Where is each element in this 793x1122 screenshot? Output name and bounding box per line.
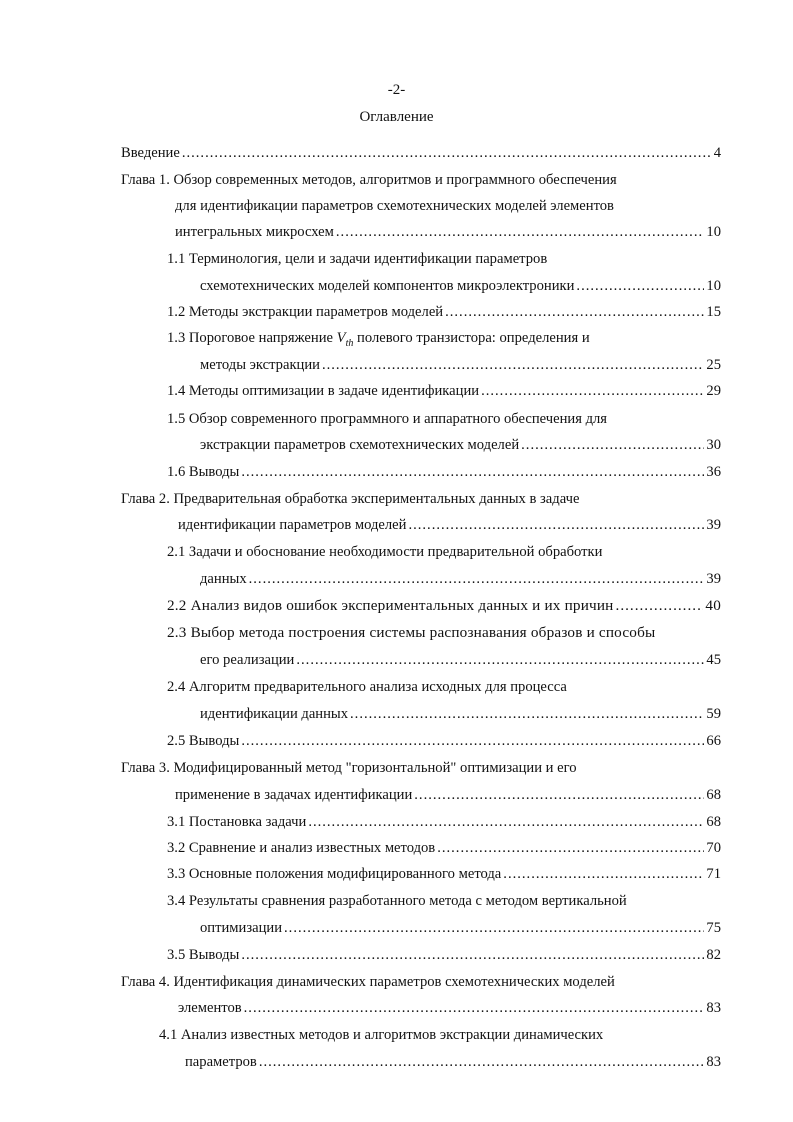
- toc-section-3-2[interactable]: 3.2 Сравнение и анализ известных методов ..... 70: [167, 838, 721, 858]
- toc-chapter-1-title[interactable]: Глава 1. Обзор современных методов, алгоритмов и программного обеспечения: [121, 172, 617, 188]
- toc-section-1-3[interactable]: 1.3 Пороговое напряжение $V_{th}$ полевого транзистора: определения и: [167, 330, 590, 349]
- toc-section-3-4-entry[interactable]: оптимизации ..... 75: [200, 918, 721, 938]
- toc-chapter-2-title[interactable]: Глава 2. Предварительная обработка экспериментальных данных в задаче: [121, 491, 580, 507]
- toc-section-1-5-entry[interactable]: экстракции параметров схемотехнических моделей ..... 30: [200, 435, 721, 455]
- toc-section-1-3-entry[interactable]: методы экстракции ..... 25: [200, 355, 721, 375]
- toc-section-1-2[interactable]: 1.2 Методы экстракции параметров моделей ..... 15: [167, 302, 721, 322]
- toc-section-2-5[interactable]: 2.5 Выводы ..... 66: [167, 731, 721, 751]
- toc-page-number: 40: [705, 597, 721, 614]
- vth-symbol: $V_{th}$: [336, 330, 354, 349]
- toc-section-2-3[interactable]: 2.3 Выбор метода построения системы распознавания образов и способы: [167, 624, 656, 641]
- page-number: -2-: [387, 82, 406, 98]
- toc-page-number: 75: [706, 920, 721, 936]
- toc-section-1-1-entry[interactable]: схемотехнических моделей компонентов микроэлектроники ..... 10: [200, 276, 721, 296]
- toc-section-1-6[interactable]: 1.6 Выводы ..... 36: [167, 462, 721, 482]
- toc-section-2-1[interactable]: 2.1 Задачи и обоснование необходимости предварительной обработки: [167, 544, 603, 560]
- toc-page-number: 71: [706, 866, 721, 882]
- page-title: Оглавление: [359, 109, 434, 125]
- toc-section-1-4[interactable]: 1.4 Методы оптимизации в задаче идентификации ..... 29: [167, 381, 721, 401]
- toc-section-2-4[interactable]: 2.4 Алгоритм предварительного анализа исходных для процесса: [167, 679, 567, 695]
- toc-page-number: 39: [706, 517, 721, 533]
- toc-page-number: 83: [706, 1000, 721, 1016]
- toc-page-number: 59: [706, 706, 721, 722]
- toc-page-number: 82: [706, 947, 721, 963]
- toc-section-2-4-entry[interactable]: идентификации данных ..... 59: [200, 704, 721, 724]
- toc-page-number: 10: [706, 224, 721, 240]
- toc-section-3-1[interactable]: 3.1 Постановка задачи ..... 68: [167, 812, 721, 832]
- toc-section-2-1-entry[interactable]: данных ..... 39: [200, 569, 721, 589]
- toc-chapter-1-title-cont[interactable]: для идентификации параметров схемотехнических моделей элементов: [175, 198, 614, 214]
- toc-page-number: 70: [706, 840, 721, 856]
- toc-chapter-2-entry[interactable]: идентификации параметров моделей ..... 39: [178, 515, 721, 535]
- toc-page-number: 29: [706, 383, 721, 399]
- toc-page-number: 66: [706, 733, 721, 749]
- toc-section-2-2[interactable]: 2.2 Анализ видов ошибок экспериментальных данных и их причин ..... 40: [167, 596, 721, 616]
- toc-section-4-1[interactable]: 4.1 Анализ известных методов и алгоритмов экстракции динамических: [159, 1027, 604, 1043]
- toc-page-number: 15: [706, 304, 721, 320]
- toc-entry-intro[interactable]: Введение ..... 4: [121, 143, 721, 163]
- toc-page-number: 4: [713, 145, 721, 161]
- toc-section-3-3[interactable]: 3.3 Основные положения модифицированного метода ..... 71: [167, 864, 721, 884]
- toc-section-2-3-entry[interactable]: его реализации ..... 45: [200, 650, 721, 670]
- toc-chapter-3-title[interactable]: Глава 3. Модифицированный метод "горизонтальной" оптимизации и его: [121, 760, 577, 776]
- toc-section-4-1-entry[interactable]: параметров ..... 83: [185, 1052, 721, 1072]
- toc-section-1-1[interactable]: 1.1 Терминология, цели и задачи идентификации параметров: [167, 251, 548, 267]
- toc-page-number: 68: [706, 814, 721, 830]
- toc-section-3-5[interactable]: 3.5 Выводы ..... 82: [167, 945, 721, 965]
- toc-page-number: 36: [706, 464, 721, 480]
- toc-page-number: 10: [706, 278, 721, 294]
- toc-page-number: 39: [706, 571, 721, 587]
- toc-page-number: 83: [706, 1054, 721, 1070]
- toc-section-1-5[interactable]: 1.5 Обзор современного программного и аппаратного обеспечения для: [167, 411, 607, 427]
- toc-page-number: 25: [706, 357, 721, 373]
- toc-section-3-4[interactable]: 3.4 Результаты сравнения разработанного метода с методом вертикальной: [167, 893, 627, 909]
- toc-page-number: 30: [706, 437, 721, 453]
- toc-chapter-3-entry[interactable]: применение в задачах идентификации ..... 68: [175, 785, 721, 805]
- toc-page-number: 45: [706, 652, 721, 668]
- toc-page-number: 68: [706, 787, 721, 803]
- toc-chapter-1-entry[interactable]: интегральных микросхем ..... 10: [175, 222, 721, 242]
- toc-chapter-4-entry[interactable]: элементов ..... 83: [178, 998, 721, 1018]
- toc-chapter-4-title[interactable]: Глава 4. Идентификация динамических параметров схемотехнических моделей: [121, 974, 615, 990]
